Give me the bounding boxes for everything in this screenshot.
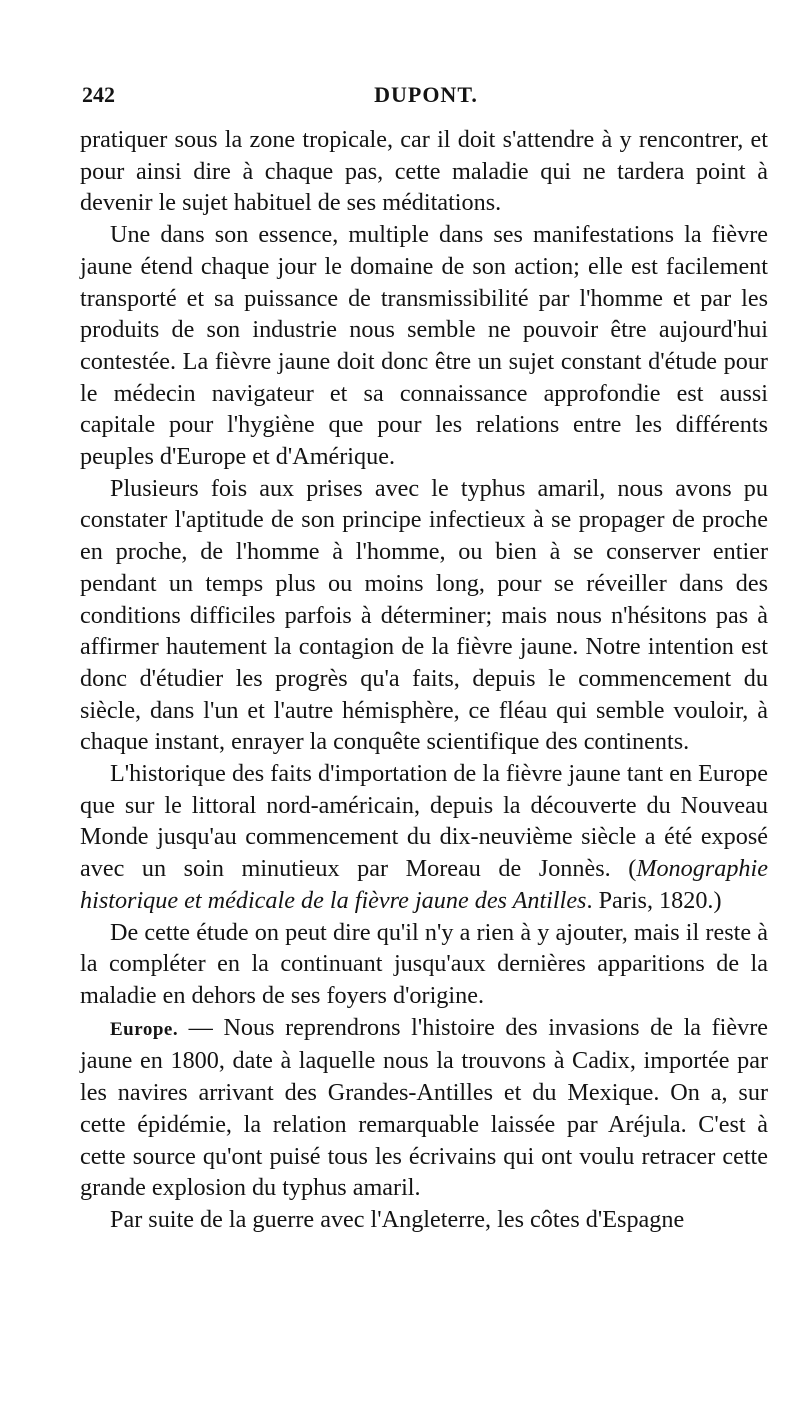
europe-text: — Nous reprendrons l'histoire des invasions de la fièvre jaune en 1800, date à laquelle nous la trouvons à Cadix, importée par les navires arrivant des Grandes-Antilles et du Mexique. On a, sur cette épidémie, la relation remarquable laissée par Aréjula. C'est à cette source qu'ont puisé tous les écrivains qui ont voulu retracer cette grande explosion du typhus amaril. — [80, 1013, 768, 1202]
paragraph-war-england: Par suite de la guerre avec l'Angleterre, les côtes d'Espagne — [110, 1205, 685, 1233]
page-body — [80, 124, 768, 1236]
paragraph-continuation: pratiquer sous la zone tropicale, car il doit s'attendre à y rencontrer, et pour ainsi dire à chaque pas, cette maladie qui ne tardera point à devenir le sujet habituel de ses méditations. — [80, 126, 768, 217]
page-number: 242 — [82, 82, 115, 107]
paragraph-yellow-fever-nature: Une dans son essence, multiple dans ses manifestations la fièvre jaune étend chaque jour le domaine de son action; elle est facilement transporté et sa puissance de transmissibilité par l'homme et par les produits de son industrie nous semble ne pouvoir être aujourd'hui contestée. La fièvre jaune doit donc être un sujet constant d'étude pour le médecin navigateur et sa connaissance approfondie est aussi capitale pour l'hygiène que pour les relations entre les différents peuples d'Europe et d'Amérique. — [80, 221, 768, 471]
paragraph-europe — [80, 1012, 768, 1204]
cited-work-title: Monographie historique et médicale de la fièvre jaune des Antilles — [80, 855, 768, 914]
history-text-before: L'historique des faits d'importation de la fièvre jaune tant en Europe que sur le littoral nord-américain, depuis la découverte du Nouveau Monde jusqu'au commencement du dix-neuvième siècle a été exposé avec un soin minutieux par Moreau de Jonnès. ( — [80, 760, 768, 883]
running-head: DUPONT. — [374, 82, 478, 107]
paragraph-history — [80, 758, 768, 917]
paragraph-contagion: Plusieurs fois aux prises avec le typhus amaril, nous avons pu constater l'aptitude de son principe infectieux à se propager de proche en proche, de l'homme à l'homme, ou bien à se conserver entier pendant un temps plus ou moins long, pour se réveiller dans des conditions difficiles parfois à déterminer; mais nous n'hésitons pas à affirmer hautement la contagion de la fièvre jaune. Notre intention est donc d'étudier les progrès qu'a faits, depuis le commencement du siècle, dans l'un et l'autre hémisphère, ce fléau qui semble vouloir, à chaque instant, enrayer la conquête scientifique des continents. — [80, 474, 768, 756]
page-header — [82, 82, 770, 116]
section-lead-europe: Europe. — [110, 1018, 179, 1040]
paragraph-study: De cette étude on peut dire qu'il n'y a rien à y ajouter, mais il reste à la compléter en la continuant jusqu'aux dernières apparitions de la maladie en dehors de ses foyers d'origine. — [80, 918, 768, 1009]
history-text-after: . Paris, 1820.) — [586, 886, 722, 914]
